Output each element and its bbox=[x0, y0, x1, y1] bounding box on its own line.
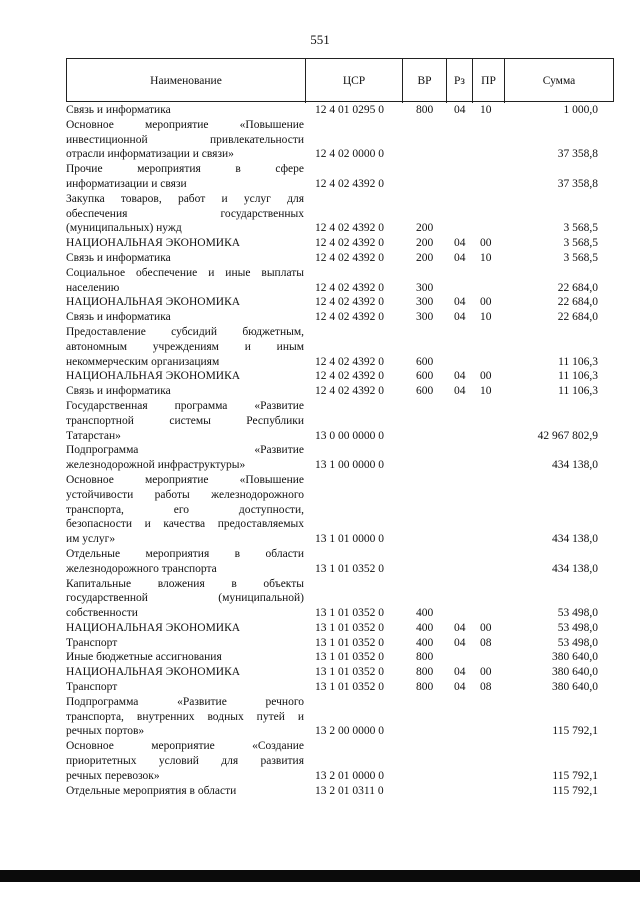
row-vr: 800 bbox=[416, 104, 434, 116]
row-sum: 37 358,8 bbox=[557, 177, 598, 190]
row-name-line: железнодорожной инфраструктуры» bbox=[66, 459, 246, 472]
header-pr: ПР bbox=[472, 59, 504, 103]
row-pr: 08 bbox=[480, 636, 492, 649]
table-row bbox=[66, 547, 614, 577]
page-number: 551 bbox=[310, 32, 330, 47]
row-name bbox=[66, 384, 304, 399]
row-name-line: приоритетных условий для развития bbox=[66, 755, 304, 768]
row-vr: 600 bbox=[416, 385, 434, 398]
row-pr: 00 bbox=[480, 296, 492, 309]
header-sum: Сумма bbox=[504, 59, 613, 103]
row-csr: 12 4 02 0000 0 bbox=[315, 148, 384, 161]
row-sum: 53 498,0 bbox=[557, 621, 598, 634]
table-row bbox=[66, 310, 614, 325]
row-vr: 600 bbox=[416, 355, 434, 368]
row-csr: 12 4 02 4392 0 bbox=[315, 281, 384, 294]
row-name bbox=[66, 577, 304, 621]
row-sum: 380 640,0 bbox=[552, 651, 598, 664]
table-row bbox=[66, 384, 614, 399]
table-row bbox=[66, 621, 614, 636]
row-csr: 13 1 01 0352 0 bbox=[315, 651, 384, 664]
row-name bbox=[66, 369, 304, 384]
row-vr: 600 bbox=[416, 370, 434, 383]
row-sum: 37 358,8 bbox=[557, 148, 598, 161]
row-name-line: транспортной системы Республики bbox=[66, 414, 304, 427]
table-row bbox=[66, 784, 614, 799]
row-name-line: НАЦИОНАЛЬНАЯ ЭКОНОМИКА bbox=[66, 370, 241, 383]
header-csr: ЦСР bbox=[305, 59, 402, 103]
row-name-line: Связь и информатика bbox=[66, 104, 171, 116]
row-vr: 400 bbox=[416, 621, 434, 634]
row-csr: 12 4 02 4392 0 bbox=[315, 385, 384, 398]
row-csr: 13 0 00 0000 0 bbox=[315, 429, 384, 442]
row-csr: 12 4 02 4392 0 bbox=[315, 370, 384, 383]
row-name-line: НАЦИОНАЛЬНАЯ ЭКОНОМИКА bbox=[66, 237, 241, 250]
header-name: Наименование bbox=[150, 75, 222, 87]
row-name-line: Основное мероприятие «Создание bbox=[66, 740, 304, 753]
row-name bbox=[66, 266, 304, 296]
row-name bbox=[66, 310, 304, 325]
row-vr: 200 bbox=[416, 237, 434, 250]
row-name-line: железнодорожного транспорта bbox=[66, 562, 217, 575]
row-name bbox=[66, 162, 304, 192]
row-sum: 3 568,5 bbox=[563, 222, 598, 235]
row-csr: 13 1 01 0352 0 bbox=[315, 562, 384, 575]
row-name-line: некоммерческим организациям bbox=[66, 355, 220, 368]
row-name-line: Татарстан» bbox=[66, 429, 121, 442]
row-name bbox=[66, 118, 304, 162]
row-csr: 12 4 02 4392 0 bbox=[315, 355, 384, 368]
table-row bbox=[66, 369, 614, 384]
row-name-line: транспорта, его доступности, bbox=[66, 503, 304, 516]
row-pr: 00 bbox=[480, 666, 492, 679]
row-vr: 300 bbox=[416, 296, 434, 309]
row-rz: 04 bbox=[454, 621, 466, 634]
row-name-line: обеспечения государственных bbox=[66, 207, 304, 220]
table-row bbox=[66, 103, 614, 118]
row-name-line: Иные бюджетные ассигнования bbox=[66, 651, 222, 664]
row-rz: 04 bbox=[454, 681, 466, 694]
row-sum: 3 568,5 bbox=[563, 237, 598, 250]
row-rz: 04 bbox=[454, 311, 466, 324]
row-name bbox=[66, 739, 304, 783]
table-row bbox=[66, 695, 614, 739]
row-name bbox=[66, 399, 304, 443]
row-name-line: инвестиционной привлекательности bbox=[66, 133, 304, 146]
row-name bbox=[66, 325, 304, 369]
row-sum: 22 684,0 bbox=[557, 281, 598, 294]
table-row bbox=[66, 236, 614, 251]
table-row bbox=[66, 443, 614, 473]
row-name bbox=[66, 680, 304, 695]
row-sum: 1 000,0 bbox=[563, 104, 598, 116]
table-row bbox=[66, 636, 614, 651]
row-pr: 10 bbox=[480, 251, 492, 264]
row-sum: 42 967 802,9 bbox=[537, 429, 598, 442]
row-name-line: Социальное обеспечение и иные выплаты bbox=[66, 266, 304, 279]
row-name-line: Связь и информатика bbox=[66, 311, 171, 324]
row-name-line: Транспорт bbox=[66, 681, 118, 694]
row-vr: 200 bbox=[416, 251, 434, 264]
row-rz: 04 bbox=[454, 104, 466, 116]
row-name-line: государственной (муниципальной) bbox=[66, 592, 304, 605]
row-csr: 13 2 01 0000 0 bbox=[315, 769, 384, 782]
row-name-line: Основное мероприятие «Повышение bbox=[66, 118, 304, 131]
row-name-line: Государственная программа «Развитие bbox=[66, 399, 304, 412]
row-sum: 22 684,0 bbox=[557, 311, 598, 324]
row-name-line: Подпрограмма «Развитие bbox=[66, 444, 304, 457]
header-vr: ВР bbox=[402, 59, 446, 103]
row-name-line: НАЦИОНАЛЬНАЯ ЭКОНОМИКА bbox=[66, 621, 241, 634]
row-name-line: Связь и информатика bbox=[66, 251, 171, 264]
row-csr: 13 2 00 0000 0 bbox=[315, 725, 384, 738]
row-sum: 11 106,3 bbox=[558, 370, 598, 383]
row-name-line: (муниципальных) нужд bbox=[66, 222, 182, 235]
row-pr: 10 bbox=[480, 311, 492, 324]
row-name-line: Основное мероприятие «Повышение bbox=[66, 473, 304, 486]
row-sum: 115 792,1 bbox=[552, 725, 598, 738]
table-row bbox=[66, 739, 614, 783]
row-csr: 12 4 02 4392 0 bbox=[315, 311, 384, 324]
row-name-line: им услуг» bbox=[66, 533, 116, 546]
row-name bbox=[66, 665, 304, 680]
row-rz: 04 bbox=[454, 370, 466, 383]
row-name bbox=[66, 636, 304, 651]
header-rz: Рз bbox=[446, 59, 472, 103]
row-name bbox=[66, 236, 304, 251]
row-csr: 13 1 01 0000 0 bbox=[315, 533, 384, 546]
row-pr: 08 bbox=[480, 681, 492, 694]
row-name-line: Связь и информатика bbox=[66, 385, 171, 398]
row-name-line: Капитальные вложения в объекты bbox=[66, 577, 304, 590]
row-csr: 13 2 01 0311 0 bbox=[315, 784, 384, 797]
row-name bbox=[66, 784, 304, 799]
row-pr: 00 bbox=[480, 621, 492, 634]
row-csr: 13 1 01 0352 0 bbox=[315, 607, 384, 620]
row-sum: 115 792,1 bbox=[552, 784, 598, 797]
table-row bbox=[66, 473, 614, 547]
row-pr: 00 bbox=[480, 370, 492, 383]
row-name-line: устойчивости работы железнодорожного bbox=[66, 488, 304, 501]
table-row bbox=[66, 192, 614, 236]
row-name-line: населению bbox=[66, 281, 120, 294]
row-sum: 11 106,3 bbox=[558, 355, 598, 368]
table-row bbox=[66, 162, 614, 192]
row-vr: 800 bbox=[416, 651, 434, 664]
row-csr: 12 4 02 4392 0 bbox=[315, 222, 384, 235]
row-csr: 13 1 01 0352 0 bbox=[315, 681, 384, 694]
row-sum: 380 640,0 bbox=[552, 681, 598, 694]
row-name-line: собственности bbox=[66, 607, 138, 620]
row-name-line: безопасности и качества предоставляемых bbox=[66, 518, 304, 531]
row-name-line: Подпрограмма «Развитие речного bbox=[66, 695, 304, 708]
row-csr: 12 4 02 4392 0 bbox=[315, 237, 384, 250]
row-csr: 12 4 02 4392 0 bbox=[315, 296, 384, 309]
row-name bbox=[66, 650, 304, 665]
row-name-line: Отдельные мероприятия в области bbox=[66, 784, 237, 797]
table-row bbox=[66, 118, 614, 162]
row-name bbox=[66, 695, 304, 739]
row-name bbox=[66, 621, 304, 636]
row-name bbox=[66, 251, 304, 266]
row-name-line: НАЦИОНАЛЬНАЯ ЭКОНОМИКА bbox=[66, 666, 241, 679]
row-csr: 12 4 02 4392 0 bbox=[315, 251, 384, 264]
row-rz: 04 bbox=[454, 296, 466, 309]
row-pr: 10 bbox=[480, 385, 492, 398]
table-row bbox=[66, 295, 614, 310]
row-name bbox=[66, 103, 304, 118]
row-sum: 53 498,0 bbox=[557, 636, 598, 649]
row-vr: 400 bbox=[416, 636, 434, 649]
table-row bbox=[66, 251, 614, 266]
row-rz: 04 bbox=[454, 237, 466, 250]
row-vr: 800 bbox=[416, 681, 434, 694]
row-name-line: Закупка товаров, работ и услуг для bbox=[66, 192, 304, 205]
row-sum: 434 138,0 bbox=[552, 459, 598, 472]
row-vr: 800 bbox=[416, 666, 434, 679]
row-name bbox=[66, 443, 304, 473]
table-row bbox=[66, 665, 614, 680]
row-sum: 3 568,5 bbox=[563, 251, 598, 264]
row-vr: 400 bbox=[416, 607, 434, 620]
table-row bbox=[66, 325, 614, 369]
table-header bbox=[66, 58, 614, 102]
table-row bbox=[66, 399, 614, 443]
scan-edge-bar bbox=[0, 870, 640, 882]
row-csr: 13 1 00 0000 0 bbox=[315, 459, 384, 472]
row-rz: 04 bbox=[454, 251, 466, 264]
row-name-line: транспорта, внутренних водных путей и bbox=[66, 710, 304, 723]
row-csr: 13 1 01 0352 0 bbox=[315, 636, 384, 649]
row-pr: 00 bbox=[480, 237, 492, 250]
table-row bbox=[66, 680, 614, 695]
row-name-line: Предоставление субсидий бюджетным, bbox=[66, 325, 304, 338]
table-row bbox=[66, 650, 614, 665]
row-sum: 434 138,0 bbox=[552, 562, 598, 575]
row-rz: 04 bbox=[454, 636, 466, 649]
table-row bbox=[66, 266, 614, 296]
row-sum: 115 792,1 bbox=[552, 769, 598, 782]
row-name-line: речных перевозок» bbox=[66, 769, 160, 782]
row-name-line: автономным учреждениям и иным bbox=[66, 340, 304, 353]
row-sum: 11 106,3 bbox=[558, 385, 598, 398]
row-name-line: Транспорт bbox=[66, 636, 118, 649]
row-csr: 13 1 01 0352 0 bbox=[315, 666, 384, 679]
row-sum: 380 640,0 bbox=[552, 666, 598, 679]
row-pr: 10 bbox=[480, 104, 492, 116]
row-rz: 04 bbox=[454, 666, 466, 679]
row-name-line: речных портов» bbox=[66, 725, 145, 738]
row-sum: 22 684,0 bbox=[557, 296, 598, 309]
row-name bbox=[66, 473, 304, 547]
row-name-line: НАЦИОНАЛЬНАЯ ЭКОНОМИКА bbox=[66, 296, 241, 309]
table-row bbox=[66, 577, 614, 621]
row-vr: 300 bbox=[416, 281, 434, 294]
row-name-line: отрасли информатизации и связи» bbox=[66, 148, 234, 161]
row-name-line: информатизации и связи bbox=[66, 177, 187, 190]
row-name-line: Прочие мероприятия в сфере bbox=[66, 163, 304, 176]
row-name bbox=[66, 547, 304, 577]
row-csr: 12 4 02 4392 0 bbox=[315, 177, 384, 190]
row-name bbox=[66, 192, 304, 236]
row-csr: 13 1 01 0352 0 bbox=[315, 621, 384, 634]
row-sum: 53 498,0 bbox=[557, 607, 598, 620]
row-vr: 300 bbox=[416, 311, 434, 324]
table-body bbox=[66, 103, 614, 798]
row-rz: 04 bbox=[454, 385, 466, 398]
row-vr: 200 bbox=[416, 222, 434, 235]
row-csr: 12 4 01 0295 0 bbox=[315, 104, 384, 116]
row-sum: 434 138,0 bbox=[552, 533, 598, 546]
row-name bbox=[66, 295, 304, 310]
row-name-line: Отдельные мероприятия в области bbox=[66, 547, 304, 560]
